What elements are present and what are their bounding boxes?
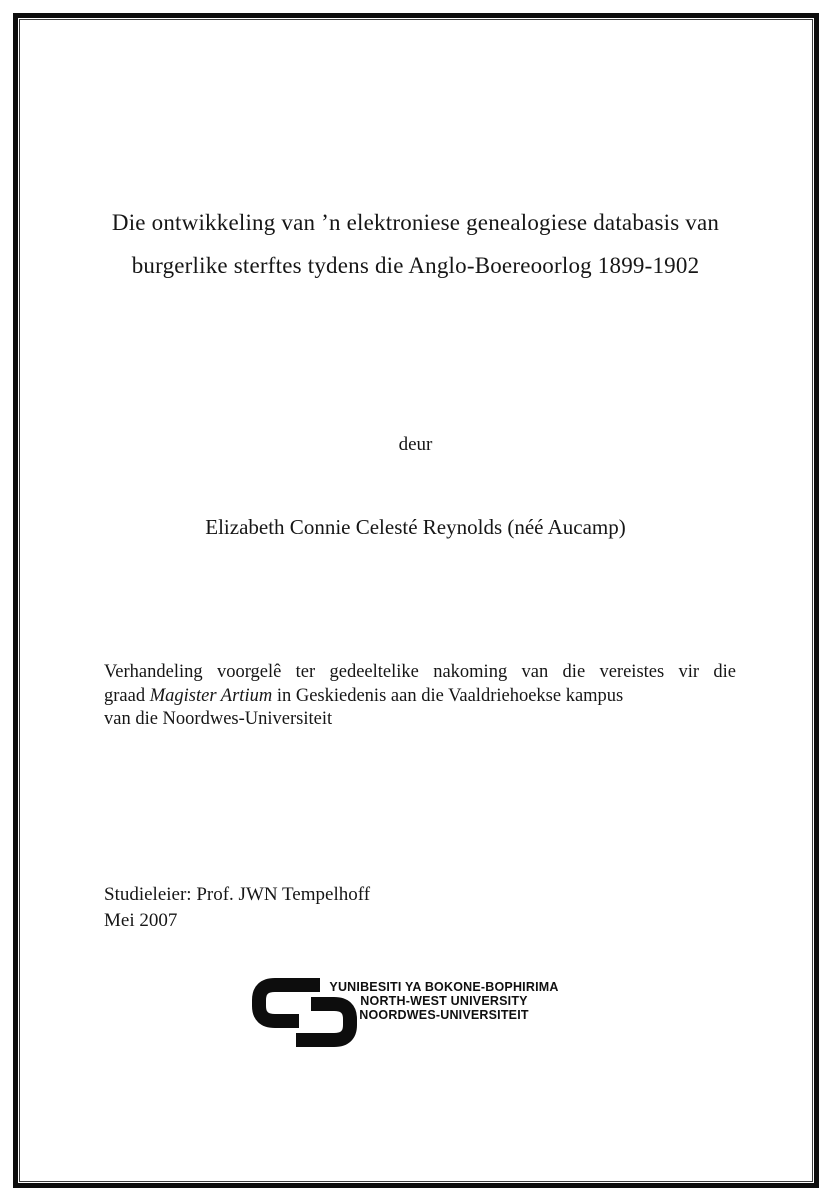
- date-line: Mei 2007: [104, 910, 178, 931]
- supervisor-line: Studieleier: Prof. JWN Tempelhoff: [104, 884, 371, 905]
- university-name-setswana: YUNIBESITI YA BOKONE-BOPHIRIMA: [329, 980, 559, 994]
- declaration-degree-prefix: graad: [104, 685, 150, 706]
- author-name: Elizabeth Connie Celesté Reynolds (néé Aucamp): [205, 515, 626, 539]
- byline-label: deur: [398, 434, 433, 455]
- university-logo: [252, 975, 582, 1053]
- university-name-english: NORTH-WEST UNIVERSITY: [360, 994, 528, 1008]
- declaration-degree-name: Magister Artium: [149, 685, 273, 706]
- declaration-line-2: [104, 685, 736, 709]
- thesis-title-line-1: Die ontwikkeling van ’n elektroniese genealogiese databasis van: [111, 210, 720, 235]
- degree-declaration: [104, 661, 736, 732]
- supervisor-block: [104, 882, 370, 934]
- declaration-line-1: Verhandeling voorgelê ter gedeeltelike nakoming van die vereistes vir die: [104, 662, 736, 682]
- university-name-block: [316, 980, 572, 1022]
- thesis-title-line-2: burgerlike sterftes tydens die Anglo-Boereoorlog 1899-1902: [131, 253, 700, 278]
- university-name-afrikaans: NOORDWES-UNIVERSITEIT: [359, 1008, 529, 1022]
- declaration-line-3: van die Noordwes-Universiteit: [104, 709, 333, 729]
- declaration-degree-suffix: in Geskiedenis aan die Vaaldriehoekse kampus: [272, 685, 624, 706]
